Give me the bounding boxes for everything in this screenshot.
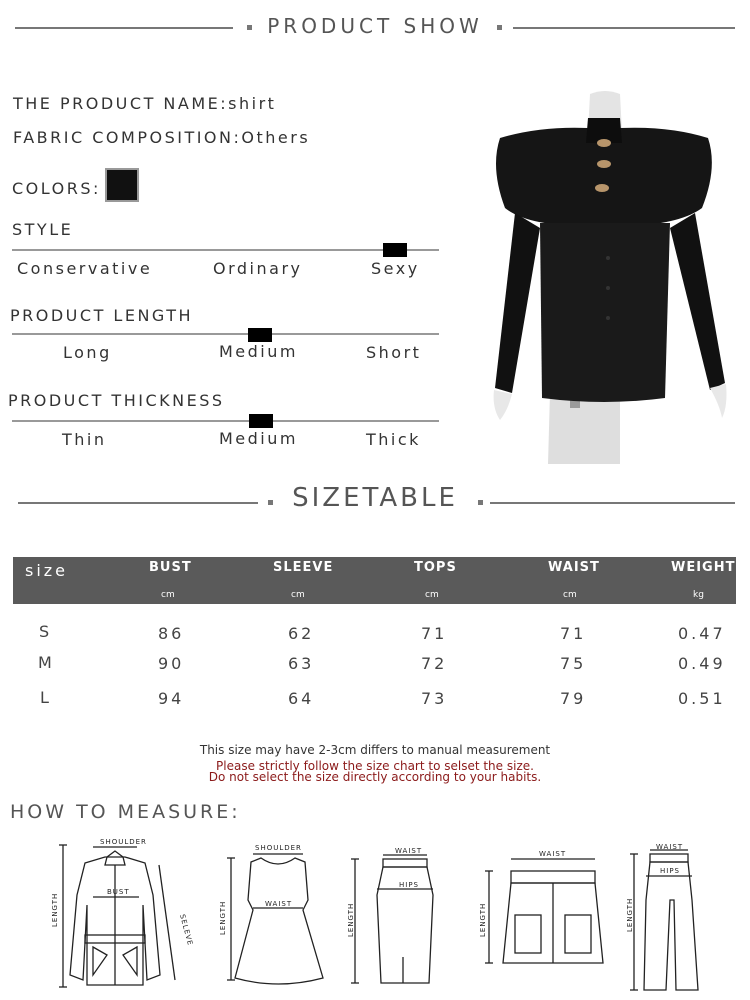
fabric-row <box>13 128 310 147</box>
cell-weight: 0.49 <box>678 654 726 673</box>
sizetable-rule-right <box>490 502 735 504</box>
dress-measure-diagram <box>213 840 333 990</box>
skirt-hips-label: HIPS <box>399 881 419 889</box>
product-photo <box>470 88 740 466</box>
cell-sleeve: 64 <box>288 689 315 708</box>
cell-sleeve: 63 <box>288 654 315 673</box>
skirt-waist-label: WAIST <box>395 847 423 855</box>
product-name-label: THE PRODUCT NAME: <box>13 94 229 113</box>
unit-tops: cm <box>425 590 439 600</box>
trousers-measure-diagram <box>620 840 730 995</box>
size-table-header <box>13 557 736 604</box>
header-size: size <box>25 561 69 580</box>
cell-waist: 71 <box>560 624 587 643</box>
jacket-measure-diagram <box>45 835 195 995</box>
length-option-short: Short <box>366 343 422 362</box>
header-tops: TOPS <box>414 560 457 575</box>
skirt-length-label: LENGTH <box>347 902 355 937</box>
cell-tops: 71 <box>421 624 448 643</box>
miniskirt-waist-label: WAIST <box>539 850 567 858</box>
style-scale-marker <box>383 243 407 257</box>
cell-bust: 94 <box>158 689 185 708</box>
how-to-measure-title: HOW TO MEASURE: <box>10 801 241 823</box>
jacket-sleeve-label: SELEVE <box>178 913 195 947</box>
cell-size: S <box>39 622 53 641</box>
unit-waist: cm <box>563 590 577 600</box>
length-option-medium: Medium <box>219 342 298 361</box>
header-bust: BUST <box>149 560 192 575</box>
length-title: PRODUCT LENGTH <box>10 306 194 325</box>
trousers-hips-label: HIPS <box>660 867 680 875</box>
header-weight: WEIGHT <box>671 560 736 575</box>
miniskirt-length-label: LENGTH <box>479 902 487 937</box>
length-scale-marker <box>248 328 272 342</box>
trousers-waist-label: WAIST <box>656 843 684 851</box>
trousers-length-label: LENGTH <box>626 897 634 932</box>
style-option-ordinary: Ordinary <box>213 259 303 278</box>
style-option-conservative: Conservative <box>17 259 153 278</box>
colors-label: COLORS: <box>12 179 101 198</box>
thickness-option-thin: Thin <box>62 430 107 449</box>
product-name-row <box>13 94 276 113</box>
length-scale-line <box>12 333 439 335</box>
thickness-scale-marker <box>249 414 273 428</box>
note-measurement: This size may have 2-3cm differs to manual measurement <box>199 743 551 757</box>
cell-size: M <box>38 653 55 672</box>
thickness-option-thick: Thick <box>366 430 421 449</box>
header-dot-right <box>497 25 502 30</box>
thickness-option-medium: Medium <box>219 429 298 448</box>
header-dot-left <box>247 25 252 30</box>
thickness-scale-line <box>12 420 439 422</box>
header-sleeve: SLEEVE <box>273 560 334 575</box>
header-waist: WAIST <box>548 560 600 575</box>
unit-weight: kg <box>693 590 704 600</box>
fabric-label: FABRIC COMPOSITION: <box>13 128 242 147</box>
header-rule-right <box>513 27 735 29</box>
style-title: STYLE <box>12 220 74 239</box>
length-option-long: Long <box>63 343 112 362</box>
dress-waist-label: WAIST <box>265 900 293 908</box>
cell-weight: 0.51 <box>678 689 726 708</box>
dress-shoulder-label: SHOULDER <box>255 844 302 852</box>
thickness-title: PRODUCT THICKNESS <box>8 391 225 410</box>
skirt-measure-diagram <box>343 845 443 990</box>
dress-length-label: LENGTH <box>219 900 227 935</box>
cell-bust: 86 <box>158 624 185 643</box>
note-habits: Do not select the size directly according to your habits. <box>208 770 542 784</box>
sizetable-title: SIZETABLE <box>292 483 458 513</box>
header-rule-left <box>15 27 233 29</box>
cell-waist: 79 <box>560 689 587 708</box>
note-follow-chart: Please strictly follow the size chart to selset the size. <box>216 759 534 773</box>
cell-tops: 73 <box>421 689 448 708</box>
cell-sleeve: 62 <box>288 624 315 643</box>
color-swatch-black[interactable] <box>105 168 139 202</box>
jacket-shoulder-label: SHOULDER <box>100 838 147 846</box>
cell-waist: 75 <box>560 654 587 673</box>
cell-weight: 0.47 <box>678 624 726 643</box>
style-scale-line <box>12 249 439 251</box>
unit-bust: cm <box>161 590 175 600</box>
jacket-length-label: LENGTH <box>51 892 59 927</box>
unit-sleeve: cm <box>291 590 305 600</box>
cell-size: L <box>40 688 52 707</box>
sizetable-dot-left <box>268 500 273 505</box>
fabric-value: Others <box>241 128 311 147</box>
jacket-bust-label: BUST <box>107 888 130 896</box>
sizetable-rule-left <box>18 502 258 504</box>
cell-bust: 90 <box>158 654 185 673</box>
product-show-title: PRODUCT SHOW <box>267 14 483 38</box>
cell-tops: 72 <box>421 654 448 673</box>
sizetable-dot-right <box>478 500 483 505</box>
style-option-sexy: Sexy <box>371 259 420 278</box>
miniskirt-measure-diagram <box>475 845 615 975</box>
product-name-value: shirt <box>228 94 277 113</box>
